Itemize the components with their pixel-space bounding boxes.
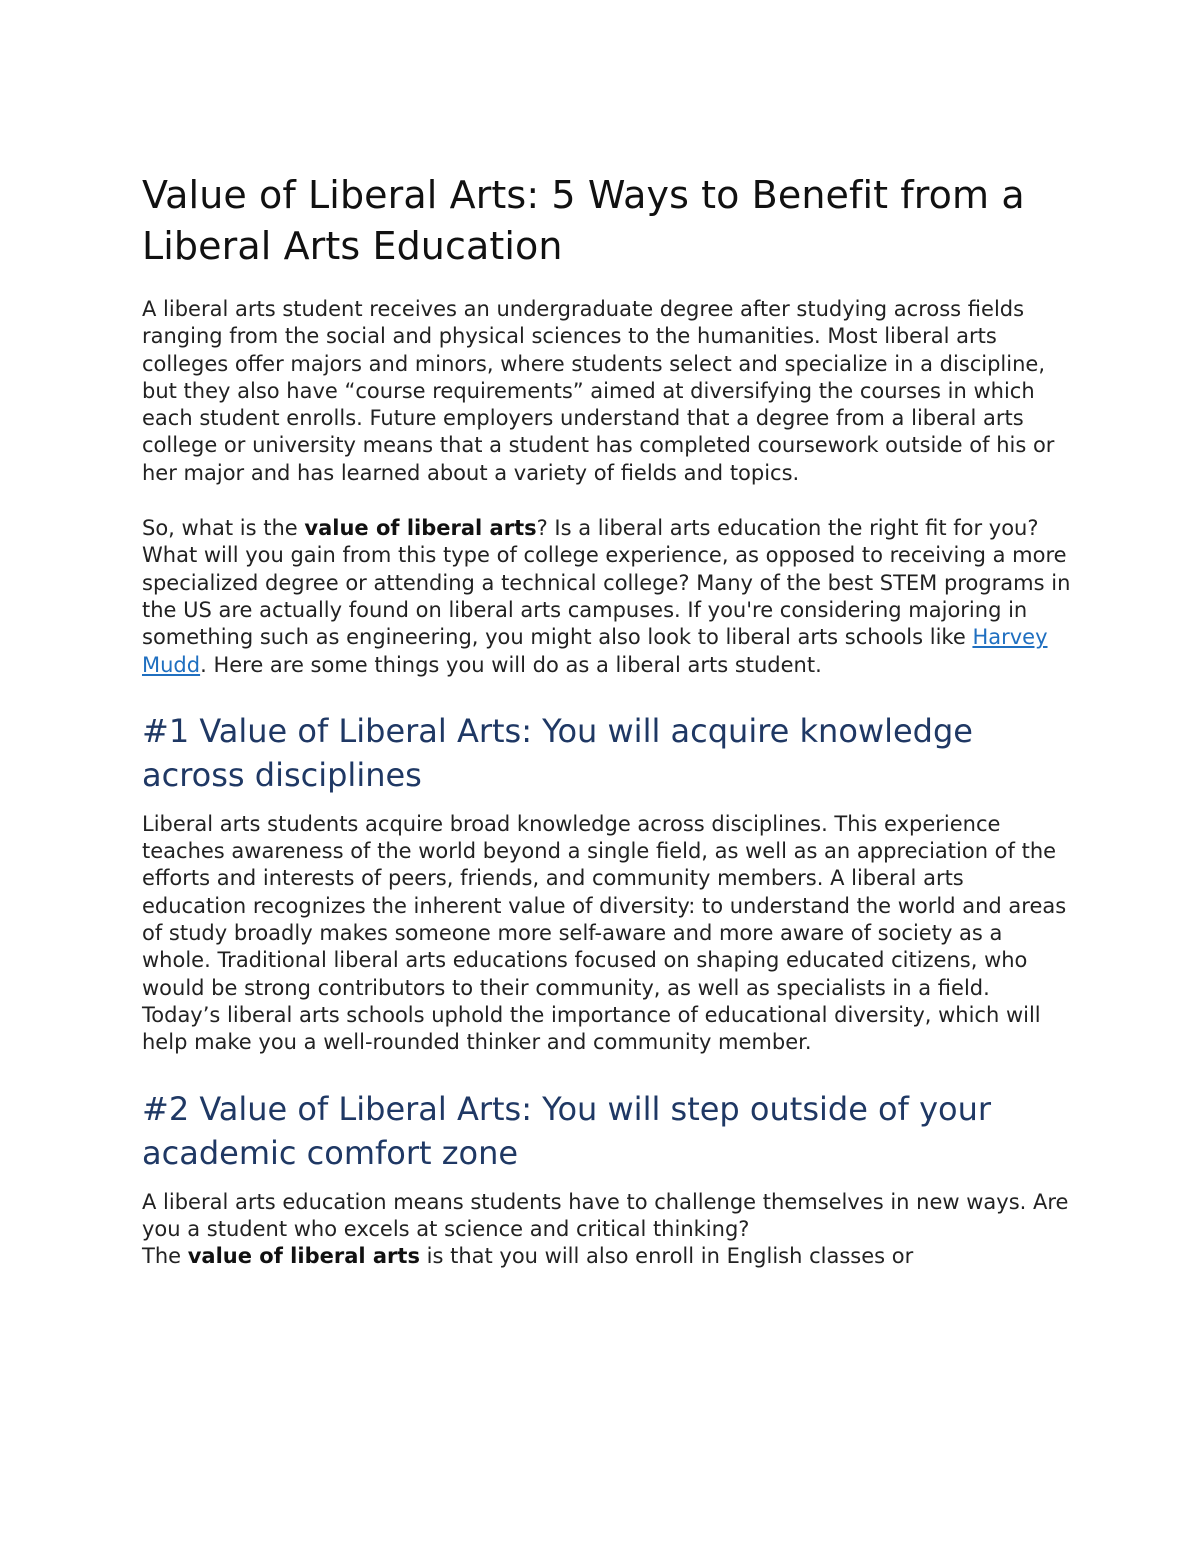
section-2-body (142, 1189, 1072, 1271)
bold-keyword: value of liberal arts (304, 516, 537, 541)
section-2-heading: #2 Value of Liberal Arts: You will step outside of your academic comfort zone (142, 1089, 992, 1172)
document-page (142, 170, 1072, 1270)
paragraph-text: A liberal arts education means students have to challenge themselves in new ways. Are you a student who excels at science and critical thinking? (142, 1189, 1069, 1241)
paragraph-text: ? Is a liberal arts education the right fit for you? What will you gain from this type of college experience, as opposed to receiving a more specialized degree or attending a technical college? Many of the best STEM programs in the US are actually found on liberal arts campuses. If you're considering majoring in something such as engineering, you might also look to liberal arts schools like (142, 516, 1071, 650)
value-question-paragraph (142, 515, 1072, 679)
intro-paragraph: A liberal arts student receives an undergraduate degree after studying across fields ranging from the social and physical sciences to the humanities. Most liberal arts colleges offer majors and minors, where students select and specialize in a discipline, but they also have “course requirements” aimed at diversifying the courses in which each student enrolls. Future employers understand that a degree from a liberal arts college or university means that a student has completed coursework outside of his or her major and has learned about a variety of fields and topics. (142, 297, 1055, 485)
paragraph-text: The (142, 1244, 188, 1269)
paragraph-text: So, what is the (142, 516, 305, 541)
document-title: Value of Liberal Arts: 5 Ways to Benefit from a Liberal Arts Education (142, 173, 1025, 268)
section-1-heading: #1 Value of Liberal Arts: You will acquire knowledge across disciplines (142, 711, 973, 794)
bold-keyword: value of liberal arts (187, 1244, 420, 1269)
section-1-body: Liberal arts students acquire broad knowledge across disciplines. This experience teaches awareness of the world beyond a single field, as well as an appreciation of the efforts and interests of peers, friends, and community members. A liberal arts education recognizes the inherent value of diversity: to understand the world and areas of study broadly makes someone more self-aware and more aware of society as a whole. Traditional liberal arts educations focused on shaping educated citizens, who would be strong contributors to their community, as well as specialists in a field. Today’s liberal arts schools uphold the importance of educational diversity, which will help make you a well-rounded thinker and community member. (142, 811, 1067, 1055)
paragraph-text: is that you will also enroll in English classes or (419, 1244, 914, 1269)
paragraph-text: . Here are some things you will do as a liberal arts student. (200, 652, 822, 677)
harvey-mudd-link[interactable]: Harvey Mudd (142, 625, 1048, 677)
